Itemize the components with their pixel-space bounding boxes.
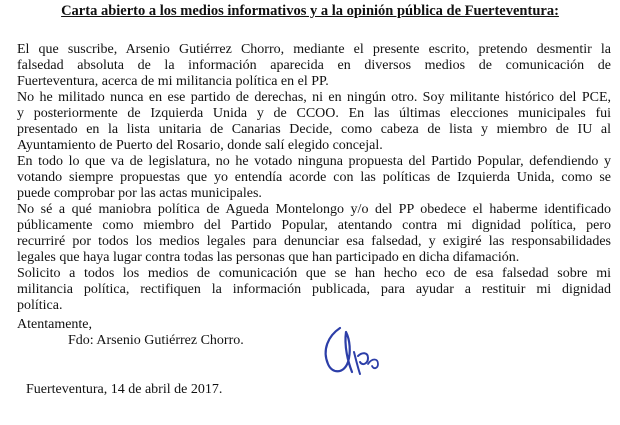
body-line: legales que haya lugar contra todas las personas que han participado en dicha difamación.: [17, 250, 520, 265]
body-line: públicamente como miembro del Partido Popular, atentando contra mi dignidad política, pero: [17, 218, 611, 233]
body-line: y posteriormente de Izquierda Unida y de CCOO. En las últimas elecciones municipales fui: [17, 106, 611, 121]
body-line: Solicito a todos los medios de comunicación que se han hecho eco de esa falsedad sobre mi: [17, 266, 611, 281]
signer-name: Fdo: Arsenio Gutiérrez Chorro.: [68, 333, 244, 348]
place-date: Fuerteventura, 14 de abril de 2017.: [26, 382, 223, 397]
body-line: En todo lo que va de legislatura, no he votado ninguna propuesta del Partido Popular, defendiendo y: [17, 154, 611, 169]
body-line: El que suscribe, Arsenio Gutiérrez Chorro, mediante el presente escrito, pretendo desmentir la: [17, 42, 611, 57]
body-line: puede comprobar por las actas municipales.: [17, 186, 262, 201]
body-line: Ayuntamiento de Puerto del Rosario, donde salí elegido concejal.: [17, 138, 383, 153]
closing-salutation: Atentamente,: [17, 317, 93, 332]
body-line: No he militado nunca en ese partido de derechas, ni en ningún otro. Soy militante histórico del PCE,: [17, 90, 611, 105]
body-line: presentado en la lista unitaria de Canarias Decide, como cabeza de lista y miembro de IU al: [17, 122, 611, 137]
body-line: falsedad absoluta de la información aparecida en diversos medios de comunicación de: [17, 58, 611, 73]
handwritten-signature: [318, 322, 388, 378]
letter-title: Carta abierto a los medios informativos y a la opinión pública de Fuerteventura:: [61, 3, 559, 19]
body-line: militancia política, rectifiquen la información publicada, para ayudar a restituir mi dignidad: [17, 282, 611, 297]
body-line: No sé a qué maniobra política de Agueda Montelongo y/o del PP obedece el haberme identificado: [17, 202, 611, 217]
body-line: recurriré por todos los medios legales para denunciar esa falsedad, y exigiré las responsabilidades: [17, 234, 611, 249]
body-line: política.: [17, 298, 63, 313]
body-line: Fuerteventura, acerca de mi militancia política en el PP.: [17, 74, 329, 89]
body-line: votando siempre propuestas que yo entendía acorde con las políticas de Izquierda Unida, como se: [17, 170, 611, 185]
